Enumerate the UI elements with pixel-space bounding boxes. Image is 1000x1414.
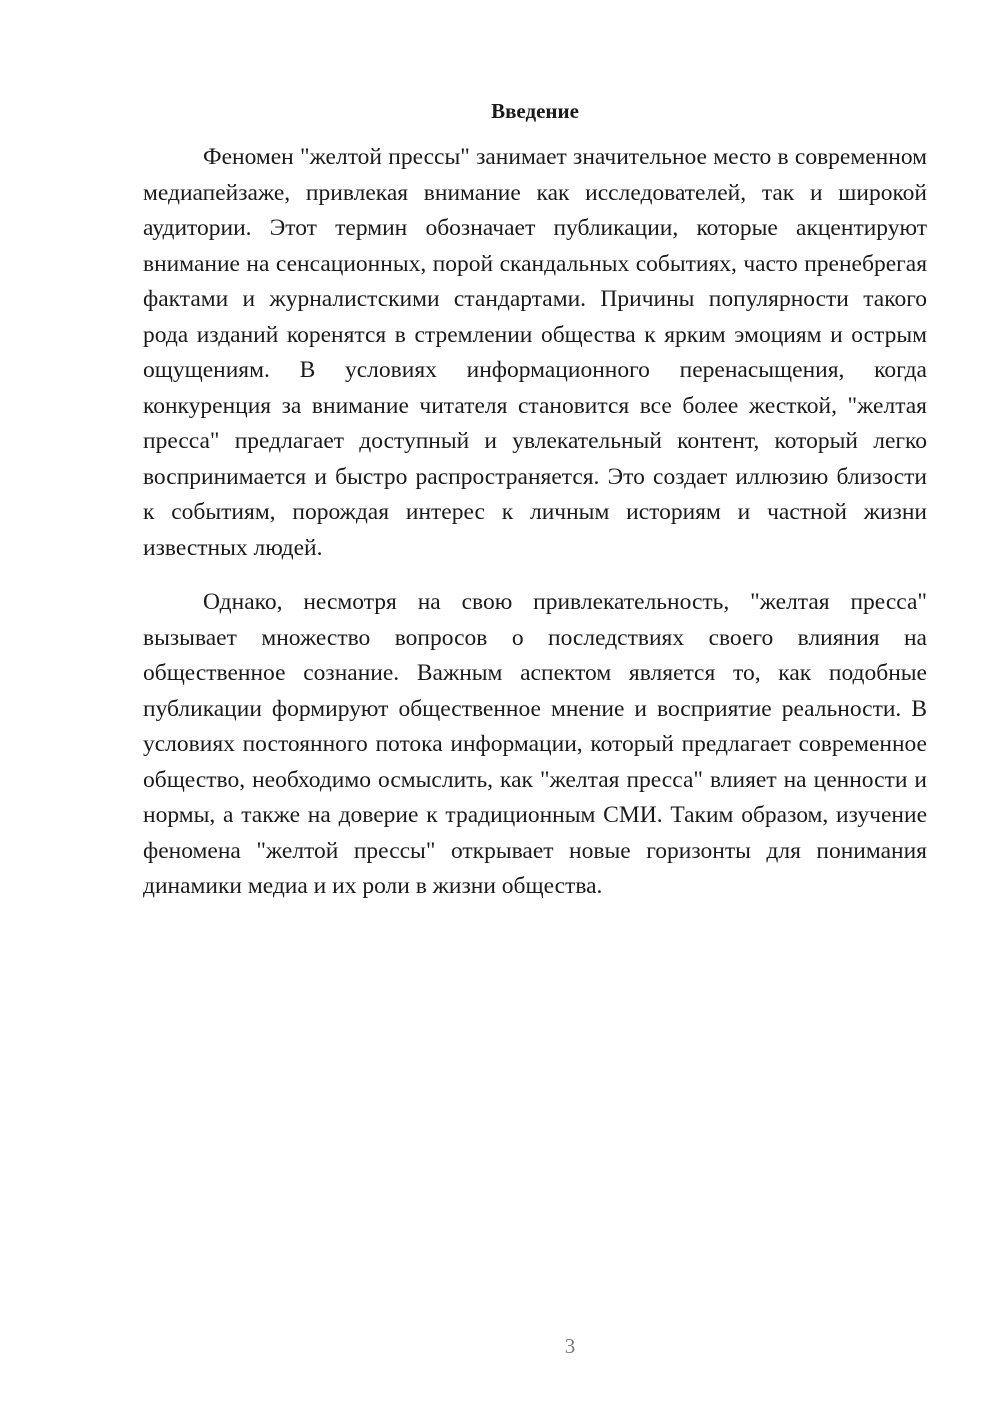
page-number: 3 <box>564 1334 576 1358</box>
paragraph-2: Однако, несмотря на свою привлекательность, "желтая пресса" вызывает множество вопросов о последствиях своего влияния на общественное сознание. Важным аспектом является то, как подобные публикации формируют общественное мнение и восприятие реальности. В условиях постоянного потока информации, который предлагает современное общество, необходимо осмыслить, как "желтая пресса" влияет на ценности и нормы, а также на доверие к традиционным СМИ. Таким образом, изучение феномена "желтой прессы" открывает новые горизонты для понимания динамики медиа и их роли в жизни общества. <box>143 589 927 899</box>
section-heading: Введение <box>491 99 579 123</box>
page-content <box>143 96 927 905</box>
paragraph-1: Феномен "желтой прессы" занимает значительное место в современном медиапейзаже, привлекая внимание как исследователей, так и широкой аудитории. Этот термин обозначает публикации, которые акцентируют внимание на сенсационных, порой скандальных событиях, часто пренебрегая фактами и журналистскими стандартами. Причины популярности такого рода изданий коренятся в стремлении общества к ярким эмоциям и острым ощущениям. В условиях информационного перенасыщения, когда конкуренция за внимание читателя становится все более жесткой, "желтая пресса" предлагает доступный и увлекательный контент, который легко воспринимается и быстро распространяется. Это создает иллюзию близости к событиям, порождая интерес к личным историям и частной жизни известных людей. <box>143 144 927 561</box>
